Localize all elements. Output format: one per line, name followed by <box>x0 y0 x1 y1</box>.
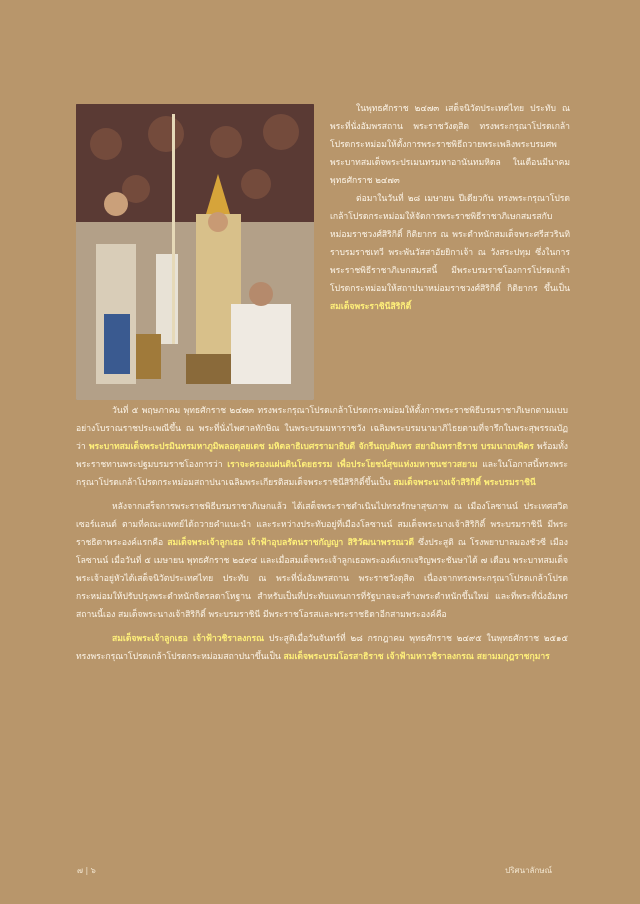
paragraph-4-text-b: ซึ่งประสูติ ณ โรงพยาบาลมองชัวซี เมืองโลซานน์ เมื่อวันที่ ๕ เมษายน พุทธศักราช ๒๔๙๔ และเมื่อสมเด็จพระเจ้าลูกเธอพระองค์แรกเจริญพระชันษาได้ ๗ เดือน พระบาทสมเด็จพระเจ้าอยู่หัวได้เสด็จนิวัตประเทศไทย ประทับ ณ พระที่นั่งอัมพรสถาน พระราชวังดุสิต เนื่องจากทรงพระกรุณาโปรดเกล้าโปรดกระหม่อมให้ปรับปรุงพระตำหนักจิตรลดาโหฐาน สำหรับเป็นที่ประทับแทนการที่รัฐบาลจะสร้างพระตำหนักขึ้นใหม่ และที่พระที่นั่งอัมพรสถานนี้เอง สมเด็จพระนางเจ้าสิริกิติ์ พระบรมราชินี มีพระราชโอรสและพระราชธิดาอีกสามพระองค์คือ <box>76 538 568 620</box>
queen-consort-highlight: สมเด็จพระนางเจ้าสิริกิติ์ พระบรมราชินี <box>393 478 536 488</box>
coronation-illustration <box>76 104 314 400</box>
paragraph-3-text-a: วันที่ ๕ พฤษภาคม พุทธศักราช ๒๔๗๓ ทรงพระกรุณาโปรดเกล้าโปรดกระหม่อมให้ตั้งการพระราชพิธีบรมราชาภิเษกตามแบบอย่างโบราณราชประเพณีขึ้น ณ พระที่นั่งไพศาลทักษิณ ในพระบรมมหาราชวัง เฉลิมพระบรมนามาภิไธยตามที่จารึกในพระสุพรรณบัฏว่า <box>76 406 568 452</box>
paragraph-3-text-c: และในโอกาสนี้ทรงพระกรุณาโปรดเกล้าโปรดกระหม่อมสถาปนาเฉลิมพระเกียรติสมเด็จพระราชินีสิริกิติ์ขึ้นเป็น <box>76 460 568 488</box>
footer-title: ปริศนาลักษณ์ <box>505 866 552 875</box>
right-column <box>330 100 570 316</box>
paragraph-2 <box>330 190 570 316</box>
paragraph-4-text-a: หลังจากเสร็จการพระราชพิธีบรมราชาภิเษกแล้ว ได้เสด็จพระราชดำเนินไปทรงรักษาสุขภาพ ณ เมืองโลซานน์ ประเทศสวิตเซอร์แลนด์ ตามที่คณะแพทย์ได้ถวายคำแนะนำ และระหว่างประทับอยู่ที่เมืองโลซานน์ สมเด็จพระนางเจ้าสิริกิติ์ พระบรมราชินี มีพระราชธิดาพระองค์แรกคือ <box>76 502 568 548</box>
page-number: ๗ | ๖ <box>77 866 96 875</box>
paragraph-3-text-b: พร้อมทั้งพระราชทานพระปฐมบรมราชโองการว่า <box>76 442 568 470</box>
oath-highlight: เราจะครองแผ่นดินโดยธรรม เพื่อประโยชน์สุขแห่งมหาชนชาวสยาม <box>227 460 478 470</box>
king-title-highlight: พระบาทสมเด็จพระปรมินทรมหาภูมิพลอดุลยเดช มหิตลาธิเบศรรามาธิบดี จักรีนฤบดินทร สยามินทราธิราช บรมนาถบพิตร <box>88 442 534 452</box>
prince-title-highlight: สมเด็จพระเจ้าลูกเธอ เจ้าฟ้าวชิราลงกรณ <box>112 634 265 644</box>
footer <box>0 864 640 880</box>
main-text <box>76 402 568 672</box>
paragraph-3 <box>76 402 568 492</box>
coronation-photo <box>76 104 314 400</box>
paragraph-1: ในพุทธศักราช ๒๔๗๓ เสด็จนิวัตประเทศไทย ประทับ ณ พระที่นั่งอัมพรสถาน พระราชวังดุสิต ทรงพระกรุณาโปรดเกล้าโปรดกระหม่อมให้ตั้งการพระราชพิธีถวายพระเพลิงพระบรมศพ พระบาทสมเด็จพระปรเมนทรมหาอานันทมหิดล ในเดือนมีนาคม พุทธศักราช ๒๔๗๓ <box>330 104 570 186</box>
paragraph-5-text: ประสูติเมื่อวันจันทร์ที่ ๒๘ กรกฎาคม พุทธศักราช ๒๔๙๕ ในพุทธศักราช ๒๕๑๕ ทรงพระกรุณาโปรดเกล้าโปรดกระหม่อมสถาปนาขึ้นเป็น <box>76 634 568 662</box>
paragraph-5 <box>76 630 568 666</box>
paragraph-4 <box>76 498 568 624</box>
crown-prince-highlight: สมเด็จพระบรมโอรสาธิราช เจ้าฟ้ามหาวชิราลงกรณ สยามมกุฎราชกุมาร <box>283 652 550 662</box>
paragraph-2-text: ต่อมาในวันที่ ๒๘ เมษายน ปีเดียวกัน ทรงพระกรุณาโปรดเกล้าโปรดกระหม่อมให้จัดการพระราชพิธีราชาภิเษกสมรสกับหม่อมราชวงศ์สิริกิติ์ กิติยากร ณ พระตำหนักสมเด็จพระศรีสวรินทิราบรมราชเทวี พระพันวัสสาอัยยิกาเจ้า ณ วังสระปทุม ซึ่งในการพระราชพิธีราชาภิเษกสมรสนี้ มีพระบรมราชโองการโปรดเกล้าโปรดกระหม่อมให้สถาปนาหม่อมราชวงศ์สิริกิติ์ กิติยากร ขึ้นเป็น <box>330 194 570 294</box>
queen-title-highlight: สมเด็จพระราชินีสิริกิติ์ <box>330 302 412 312</box>
princess-title-highlight: สมเด็จพระเจ้าลูกเธอ เจ้าฟ้าอุบลรัตนราชกัญญา สิริวัฒนาพรรณวดี <box>167 538 415 548</box>
